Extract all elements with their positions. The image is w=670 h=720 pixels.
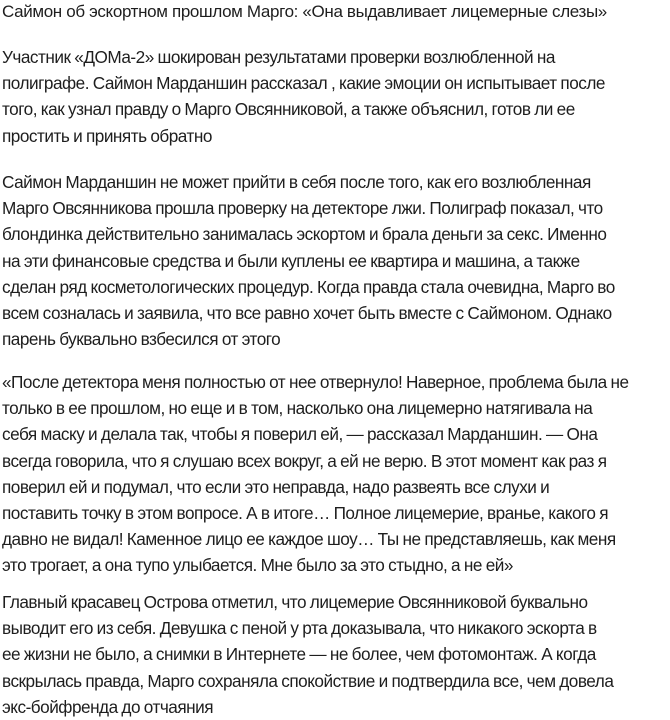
paragraph-line: экс-бойфренда до отчаяния xyxy=(2,696,214,717)
article-title: Саймон об эскортном прошлом Марго: «Она выдавливает лицемерные слезы» xyxy=(2,2,607,21)
paragraph-line: выводит его из себя. Девушка с пеной у рта доказывала, что никакого эскорта в xyxy=(2,618,597,639)
paragraph-line: простить и принять обратно xyxy=(2,125,212,146)
paragraph-line: Марго Овсянникова прошла проверку на детекторе лжи. Полиграф показал, что xyxy=(2,198,603,219)
article xyxy=(2,0,670,717)
paragraph-line: «После детектора меня полностью от нее отвернуло! Наверное, проблема была не xyxy=(2,372,629,392)
paragraph-line: только в ее прошлом, но еще и в том, насколько она лицемерно натягивала на xyxy=(2,398,593,419)
paragraph-line: давно не видал! Каменное лицо ее каждое шоу… Ты не представляешь, как меня xyxy=(2,529,616,550)
paragraph-line: сделан ряд косметологических процедур. Когда правда стала очевидна, Марго во xyxy=(2,276,615,297)
paragraph-line: себя маску и делала так, чтобы я поверил ей, — рассказал Марданшин. — Она xyxy=(2,424,598,445)
paragraph-line: на эти финансовые средства и были куплены ее квартира и машина, а также xyxy=(2,250,580,271)
paragraph-body-2 xyxy=(2,589,613,720)
paragraph-line: Участник «ДОМа-2» шокирован результатами проверки возлюбленной на xyxy=(2,47,555,67)
paragraph-line: парень буквально взбесился от этого xyxy=(2,329,281,350)
paragraph-line: всем созналась и заявила, что все равно хочет быть вместе с Саймоном. Однако xyxy=(2,303,612,324)
paragraph-line: вскрылась правда, Марго сохраняла спокойствие и подтвердила все, чем довела xyxy=(2,670,614,691)
paragraph-lead xyxy=(2,44,605,149)
paragraph-line: того, как узнал правду о Марго Овсянниковой, а также объяснил, готов ли ее xyxy=(2,99,575,120)
paragraph-line: это трогает, а она тупо улыбается. Мне было за это стыдно, а не ей» xyxy=(2,555,513,576)
paragraph-line: поставить точку в этом вопросе. А в итоге… Полное лицемерие, вранье, какого я xyxy=(2,503,609,524)
paragraph-line: всегда говорила, что я слушаю всех вокруг, а ей не верю. В этот момент как раз я xyxy=(2,450,607,471)
paragraph-line: полиграфе. Саймон Марданшин рассказал , какие эмоции он испытывает после xyxy=(2,73,605,94)
paragraph-line: поверил ей и подумал, что если это неправда, надо развеять все слухи и xyxy=(2,476,550,497)
paragraph-line: блондинка действительно занималась эскортом и брала деньги за секс. Именно xyxy=(2,224,607,245)
paragraph-line: Саймон Марданшин не может прийти в себя после того, как его возлюбленная xyxy=(2,172,591,192)
paragraph-line: ее жизни не было, а снимки в Интернете — не более, чем фотомонтаж. А когда xyxy=(2,644,596,665)
paragraph-quote xyxy=(2,369,629,579)
paragraph-line: Главный красавец Острова отметил, что лицемерие Овсянниковой буквально xyxy=(2,592,588,612)
paragraph-body-1 xyxy=(2,169,615,352)
